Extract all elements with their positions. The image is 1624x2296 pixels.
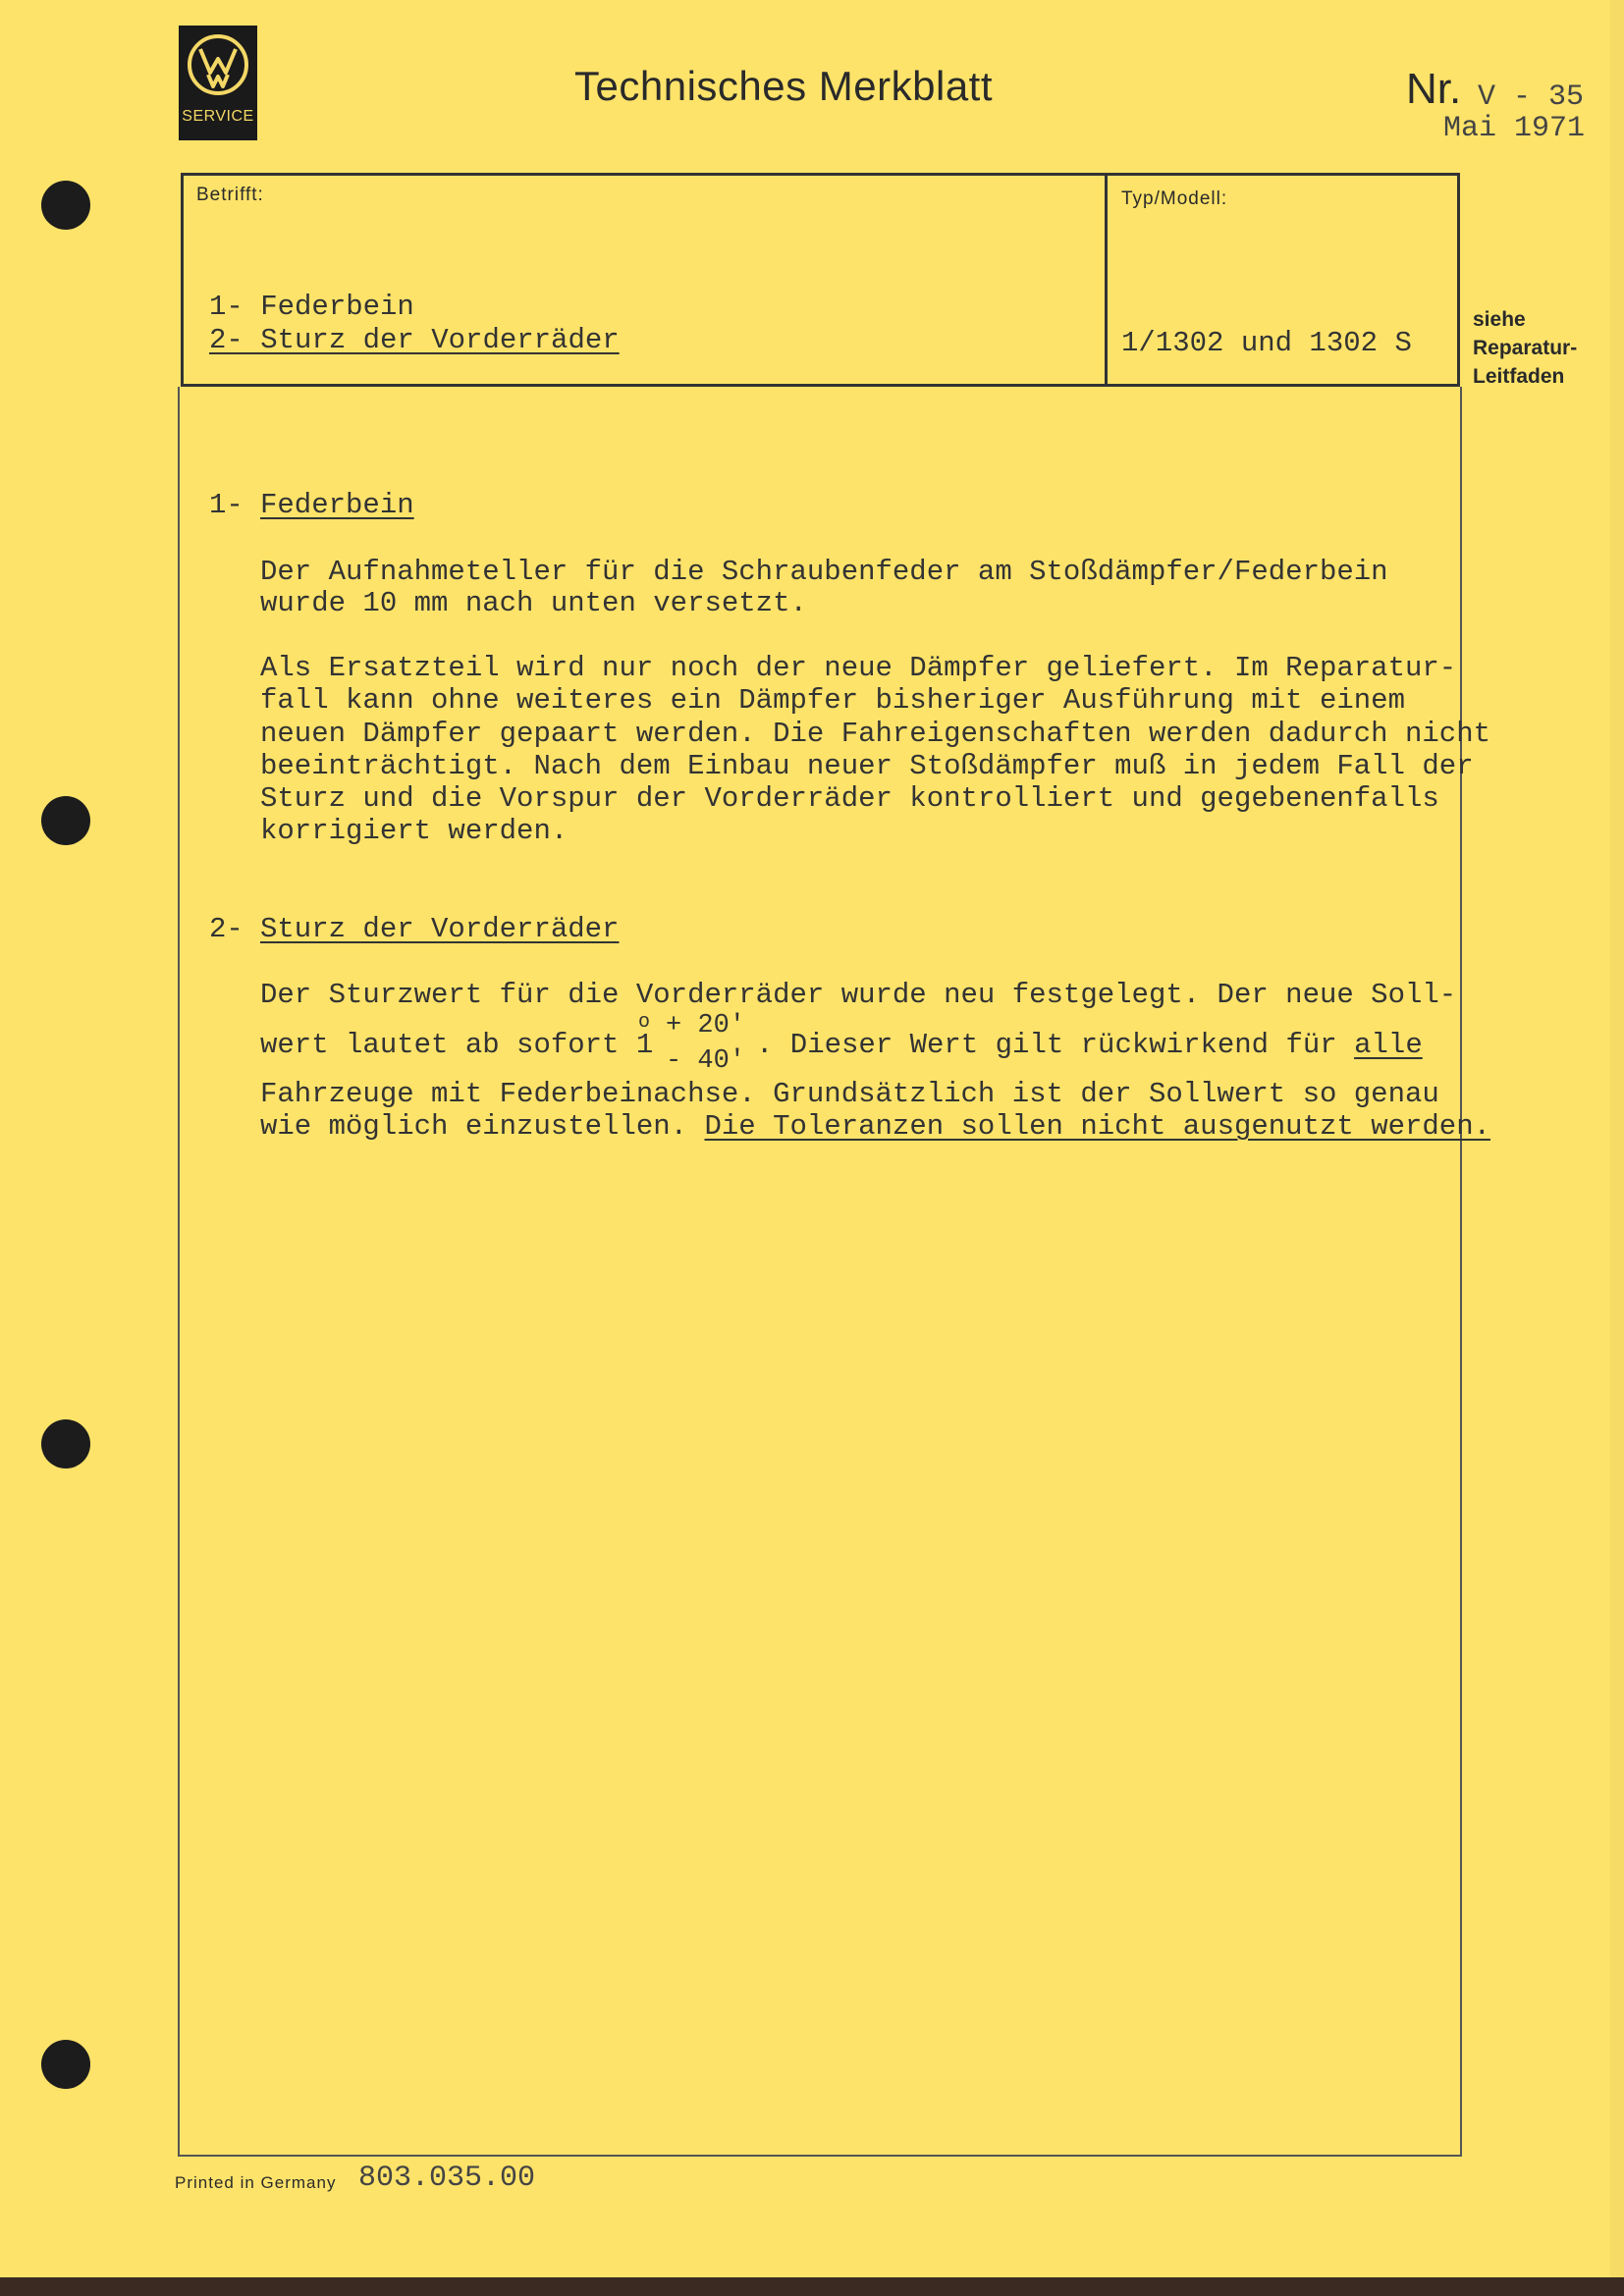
side-note-line-2: Reparatur- [1473, 337, 1578, 359]
section-1-heading: Federbein [260, 489, 414, 521]
section-1-line: wurde 10 mm nach unten versetzt. [260, 587, 807, 619]
section-1-line: Der Aufnahmeteller für die Schraubenfeder am Stoßdämpfer/Federbein [260, 556, 1388, 588]
subject-item-1: 1- Federbein [209, 291, 414, 323]
section-2-heading: Sturz der Vorderräder [260, 913, 620, 945]
document-date: Mai 1971 [1443, 112, 1586, 145]
section-2-line: Der Sturzwert für die Vorderräder wurde neu festgelegt. Der neue Soll- [260, 979, 1457, 1011]
section-2-line-text: . Dieser Wert gilt rückwirkend für [756, 1029, 1355, 1061]
section-1-line: neuen Dämpfer gepaart werden. Die Fahreigenschaften werden dadurch nicht [260, 718, 1491, 750]
model-label: Typ/Modell: [1121, 188, 1228, 209]
vw-service-logo [179, 26, 257, 140]
punch-hole-icon [41, 2040, 90, 2089]
emphasis-tolerances: Die Toleranzen sollen nicht ausgenutzt werden. [704, 1110, 1491, 1143]
section-1-line: fall kann ohne weiteres ein Dämpfer bisheriger Ausführung mit einem [260, 684, 1405, 717]
punch-hole-icon [41, 1419, 90, 1468]
page-title: Technisches Merkblatt [574, 63, 994, 109]
side-note-line-1: siehe [1473, 308, 1526, 331]
section-1-line: beeinträchtigt. Nach dem Einbau neuer Stoßdämpfer muß in jedem Fall der [260, 750, 1474, 782]
tolerance-plus: + 20' [666, 1011, 746, 1041]
section-1-number: 1- [209, 489, 244, 521]
section-2-line: Fahrzeuge mit Federbeinachse. Grundsätzlich ist der Sollwert so genau [260, 1078, 1439, 1110]
subject-box-divider [1105, 173, 1108, 387]
paper-edge [1610, 0, 1624, 2277]
degree-mark: o [638, 1011, 651, 1034]
side-note-line-3: Leitfaden [1473, 365, 1565, 388]
frame-left [178, 387, 180, 2156]
logo-label: SERVICE [182, 108, 254, 125]
section-1-line: Als Ersatzteil wird nur noch der neue Dämpfer geliefert. Im Reparatur- [260, 652, 1457, 684]
section-2-line [756, 1029, 1423, 1061]
document-number-label: Nr. [1406, 65, 1462, 113]
punch-hole-icon [41, 181, 90, 230]
subject-item-2: 2- Sturz der Vorderräder [209, 324, 620, 356]
punch-hole-icon [41, 796, 90, 845]
section-1-line: Sturz und die Vorspur der Vorderräder kontrolliert und gegebenenfalls [260, 782, 1439, 815]
vw-roundel-icon [187, 33, 249, 96]
section-2-line-text: wie möglich einzustellen. [260, 1110, 705, 1143]
section-2-line: wert lautet ab sofort 1 [260, 1029, 654, 1061]
emphasis-alle: alle [1354, 1029, 1423, 1061]
printed-in-label: Printed in Germany [175, 2173, 337, 2192]
document-number: V - 35 [1478, 80, 1585, 114]
section-2-line [260, 1110, 1490, 1143]
tolerance-minus: - 40' [666, 1046, 746, 1076]
section-1-line: korrigiert werden. [260, 815, 568, 847]
frame-bottom [178, 2155, 1462, 2157]
form-number: 803.035.00 [358, 2162, 536, 2195]
scan-border [0, 2277, 1624, 2296]
subject-label: Betrifft: [196, 185, 264, 205]
frame-right [1460, 387, 1462, 2156]
section-2-number: 2- [209, 913, 244, 945]
model-value: 1/1302 und 1302 S [1121, 327, 1412, 359]
